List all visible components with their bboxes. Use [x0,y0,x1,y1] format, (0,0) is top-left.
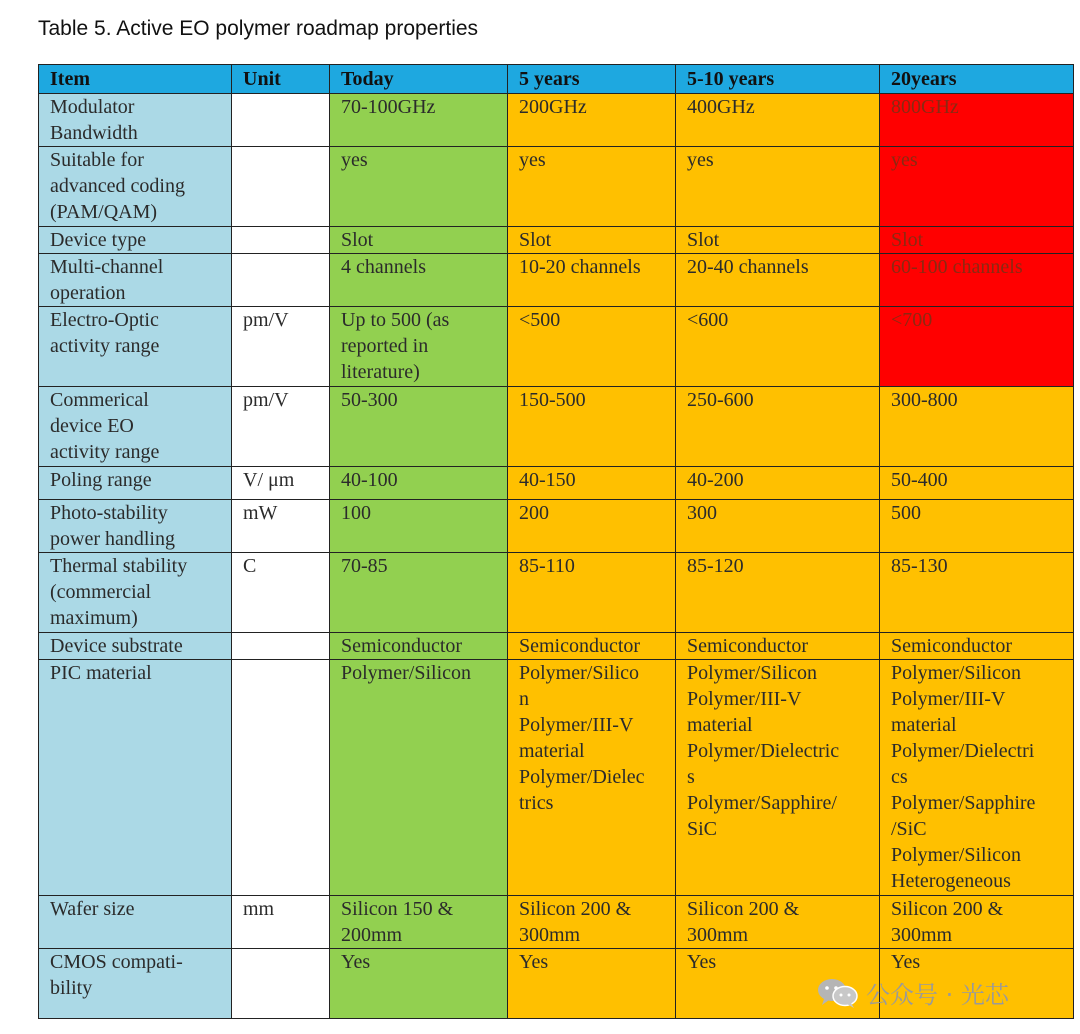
twenty-years-cell: Polymer/Silicon Polymer/III-V material Polymer/Dielectri cs Polymer/Sapphire /SiC Polymer/Silicon Heterogeneous [880,660,1074,896]
twenty-years-cell: 500 [880,500,1074,553]
header-row [39,65,1074,94]
header-5-10-years: 5-10 years [676,65,880,94]
item-cell: Device type [39,227,232,254]
table-row [39,467,1074,500]
twenty-years-cell: Silicon 200 & 300mm [880,896,1074,949]
unit-cell: pm/V [232,387,330,467]
five-years-cell: <500 [508,307,676,387]
table-row [39,94,1074,147]
wechat-icon [816,977,860,1009]
five-years-cell: 10-20 channels [508,254,676,307]
unit-cell: pm/V [232,307,330,387]
five-ten-years-cell: <600 [676,307,880,387]
twenty-years-cell: <700 [880,307,1074,387]
today-cell: Semiconductor [330,633,508,660]
table-row [39,227,1074,254]
unit-cell: C [232,553,330,633]
item-cell: Photo-stability power handling [39,500,232,553]
twenty-years-cell: Semiconductor [880,633,1074,660]
twenty-years-cell: 50-400 [880,467,1074,500]
five-ten-years-cell: Semiconductor [676,633,880,660]
five-years-cell: Polymer/Silico n Polymer/III-V material Polymer/Dielec trics [508,660,676,896]
five-years-cell: Slot [508,227,676,254]
today-cell: Silicon 150 & 200mm [330,896,508,949]
five-years-cell: 200GHz [508,94,676,147]
five-ten-years-cell: Silicon 200 & 300mm [676,896,880,949]
table-row [39,896,1074,949]
unit-cell [232,949,330,1019]
five-ten-years-cell: 400GHz [676,94,880,147]
twenty-years-cell: 300-800 [880,387,1074,467]
item-cell: Commerical device EO activity range [39,387,232,467]
unit-cell: mW [232,500,330,553]
five-years-cell: Semiconductor [508,633,676,660]
unit-cell [232,660,330,896]
five-ten-years-cell: Yes [676,949,880,1019]
today-cell: Up to 500 (as reported in literature) [330,307,508,387]
five-ten-years-cell: yes [676,147,880,227]
five-years-cell: 85-110 [508,553,676,633]
item-cell: CMOS compati- bility [39,949,232,1019]
watermark-text: 公众号 · 光芯 [866,981,1009,1009]
item-cell: Wafer size [39,896,232,949]
five-years-cell: Silicon 200 & 300mm [508,896,676,949]
five-ten-years-cell: 300 [676,500,880,553]
unit-cell: mm [232,896,330,949]
table-row [39,660,1074,896]
roadmap-table [38,64,1074,1019]
item-cell: Suitable for advanced coding (PAM/QAM) [39,147,232,227]
item-cell: Modulator Bandwidth [39,94,232,147]
five-ten-years-cell: 85-120 [676,553,880,633]
five-ten-years-cell: 250-600 [676,387,880,467]
table-row [39,553,1074,633]
table-row [39,500,1074,553]
twenty-years-cell: Yes [880,949,1074,1019]
twenty-years-cell: Slot [880,227,1074,254]
table-row [39,633,1074,660]
twenty-years-cell: 85-130 [880,553,1074,633]
today-cell: yes [330,147,508,227]
table-row [39,254,1074,307]
table-row [39,307,1074,387]
unit-cell [232,633,330,660]
header-unit: Unit [232,65,330,94]
five-years-cell: yes [508,147,676,227]
twenty-years-cell: 800GHz [880,94,1074,147]
watermark [816,975,1009,1010]
item-cell: Poling range [39,467,232,500]
today-cell: Slot [330,227,508,254]
unit-cell [232,254,330,307]
twenty-years-cell: 60-100 channels [880,254,1074,307]
five-ten-years-cell: Slot [676,227,880,254]
today-cell: 40-100 [330,467,508,500]
header-item: Item [39,65,232,94]
five-ten-years-cell: 40-200 [676,467,880,500]
twenty-years-cell: yes [880,147,1074,227]
today-cell: Polymer/Silicon [330,660,508,896]
unit-cell [232,94,330,147]
unit-cell: V/ μm [232,467,330,500]
item-cell: Electro-Optic activity range [39,307,232,387]
five-years-cell: 150-500 [508,387,676,467]
unit-cell [232,227,330,254]
item-cell: Device substrate [39,633,232,660]
five-years-cell: 200 [508,500,676,553]
item-cell: PIC material [39,660,232,896]
header-5-years: 5 years [508,65,676,94]
table-caption: Table 5. Active EO polymer roadmap properties [38,17,479,40]
today-cell: Yes [330,949,508,1019]
today-cell: 4 channels [330,254,508,307]
table-row [39,147,1074,227]
five-ten-years-cell: Polymer/Silicon Polymer/III-V material Polymer/Dielectric s Polymer/Sapphire/ SiC [676,660,880,896]
item-cell: Thermal stability (commercial maximum) [39,553,232,633]
today-cell: 50-300 [330,387,508,467]
five-ten-years-cell: 20-40 channels [676,254,880,307]
unit-cell [232,147,330,227]
today-cell: 70-100GHz [330,94,508,147]
header-today: Today [330,65,508,94]
header-20-years: 20years [880,65,1074,94]
five-years-cell: 40-150 [508,467,676,500]
five-years-cell: Yes [508,949,676,1019]
today-cell: 100 [330,500,508,553]
item-cell: Multi-channel operation [39,254,232,307]
table-row [39,387,1074,467]
today-cell: 70-85 [330,553,508,633]
